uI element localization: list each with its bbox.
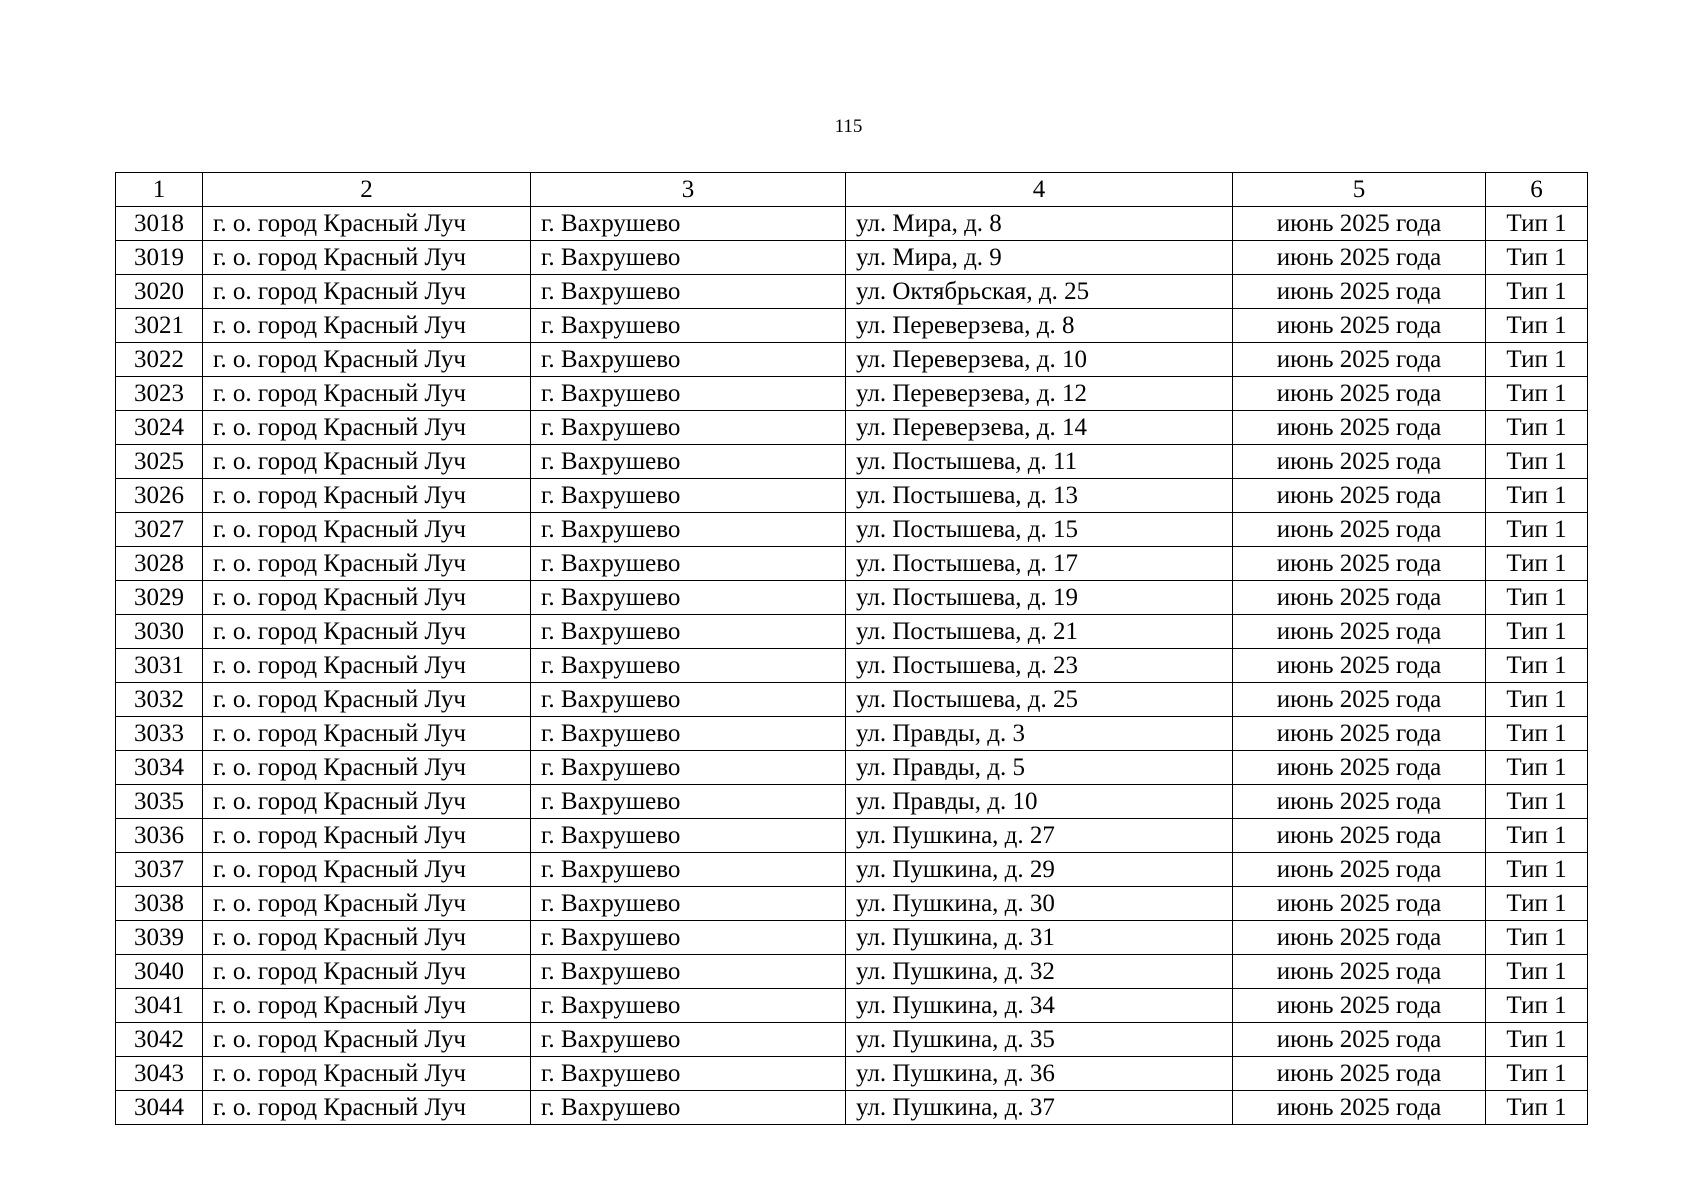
- settlement-cell: г. Вахрушево: [531, 683, 846, 717]
- type-cell: Тип 1: [1486, 989, 1588, 1023]
- column-header-2: 2: [203, 173, 531, 207]
- type-cell: Тип 1: [1486, 207, 1588, 241]
- address-cell: ул. Правды, д. 3: [846, 717, 1233, 751]
- settlement-cell: г. Вахрушево: [531, 275, 846, 309]
- type-cell: Тип 1: [1486, 921, 1588, 955]
- settlement-cell: г. Вахрушево: [531, 615, 846, 649]
- address-cell: ул. Постышева, д. 25: [846, 683, 1233, 717]
- address-cell: ул. Постышева, д. 11: [846, 445, 1233, 479]
- column-header-1: 1: [116, 173, 203, 207]
- date-cell: июнь 2025 года: [1233, 853, 1486, 887]
- date-cell: июнь 2025 года: [1233, 955, 1486, 989]
- settlement-cell: г. Вахрушево: [531, 513, 846, 547]
- table-row: [116, 751, 1588, 785]
- settlement-cell: г. Вахрушево: [531, 921, 846, 955]
- row-number-cell: 3026: [116, 479, 203, 513]
- row-number-cell: 3027: [116, 513, 203, 547]
- address-cell: ул. Постышева, д. 15: [846, 513, 1233, 547]
- district-cell: г. о. город Красный Луч: [203, 785, 531, 819]
- address-cell: ул. Мира, д. 9: [846, 241, 1233, 275]
- table-row: [116, 717, 1588, 751]
- row-number-cell: 3025: [116, 445, 203, 479]
- address-cell: ул. Правды, д. 5: [846, 751, 1233, 785]
- type-cell: Тип 1: [1486, 309, 1588, 343]
- address-cell: ул. Пушкина, д. 29: [846, 853, 1233, 887]
- row-number-cell: 3036: [116, 819, 203, 853]
- district-cell: г. о. город Красный Луч: [203, 377, 531, 411]
- row-number-cell: 3044: [116, 1091, 203, 1125]
- date-cell: июнь 2025 года: [1233, 207, 1486, 241]
- date-cell: июнь 2025 года: [1233, 513, 1486, 547]
- type-cell: Тип 1: [1486, 615, 1588, 649]
- date-cell: июнь 2025 года: [1233, 819, 1486, 853]
- table-body: [116, 207, 1588, 1125]
- date-cell: июнь 2025 года: [1233, 343, 1486, 377]
- row-number-cell: 3023: [116, 377, 203, 411]
- table-row: [116, 615, 1588, 649]
- type-cell: Тип 1: [1486, 819, 1588, 853]
- settlement-cell: г. Вахрушево: [531, 1057, 846, 1091]
- district-cell: г. о. город Красный Луч: [203, 275, 531, 309]
- table-row: [116, 819, 1588, 853]
- settlement-cell: г. Вахрушево: [531, 955, 846, 989]
- type-cell: Тип 1: [1486, 275, 1588, 309]
- address-cell: ул. Переверзева, д. 14: [846, 411, 1233, 445]
- settlement-cell: г. Вахрушево: [531, 377, 846, 411]
- row-number-cell: 3035: [116, 785, 203, 819]
- address-cell: ул. Постышева, д. 19: [846, 581, 1233, 615]
- address-cell: ул. Пушкина, д. 31: [846, 921, 1233, 955]
- table-row: [116, 921, 1588, 955]
- table-row: [116, 275, 1588, 309]
- settlement-cell: г. Вахрушево: [531, 853, 846, 887]
- address-cell: ул. Пушкина, д. 34: [846, 989, 1233, 1023]
- table-row: [116, 1057, 1588, 1091]
- row-number-cell: 3034: [116, 751, 203, 785]
- settlement-cell: г. Вахрушево: [531, 1091, 846, 1125]
- table-row: [116, 411, 1588, 445]
- district-cell: г. о. город Красный Луч: [203, 411, 531, 445]
- date-cell: июнь 2025 года: [1233, 1023, 1486, 1057]
- date-cell: июнь 2025 года: [1233, 275, 1486, 309]
- date-cell: июнь 2025 года: [1233, 411, 1486, 445]
- district-cell: г. о. город Красный Луч: [203, 1023, 531, 1057]
- address-cell: ул. Пушкина, д. 35: [846, 1023, 1233, 1057]
- date-cell: июнь 2025 года: [1233, 649, 1486, 683]
- settlement-cell: г. Вахрушево: [531, 309, 846, 343]
- district-cell: г. о. город Красный Луч: [203, 581, 531, 615]
- type-cell: Тип 1: [1486, 1023, 1588, 1057]
- date-cell: июнь 2025 года: [1233, 479, 1486, 513]
- settlement-cell: г. Вахрушево: [531, 241, 846, 275]
- address-cell: ул. Пушкина, д. 30: [846, 887, 1233, 921]
- type-cell: Тип 1: [1486, 241, 1588, 275]
- table-row: [116, 989, 1588, 1023]
- settlement-cell: г. Вахрушево: [531, 411, 846, 445]
- district-cell: г. о. город Красный Луч: [203, 343, 531, 377]
- settlement-cell: г. Вахрушево: [531, 989, 846, 1023]
- date-cell: июнь 2025 года: [1233, 1091, 1486, 1125]
- row-number-cell: 3029: [116, 581, 203, 615]
- date-cell: июнь 2025 года: [1233, 581, 1486, 615]
- district-cell: г. о. город Красный Луч: [203, 887, 531, 921]
- row-number-cell: 3037: [116, 853, 203, 887]
- address-cell: ул. Постышева, д. 23: [846, 649, 1233, 683]
- address-cell: ул. Переверзева, д. 8: [846, 309, 1233, 343]
- settlement-cell: г. Вахрушево: [531, 819, 846, 853]
- table-row: [116, 241, 1588, 275]
- district-cell: г. о. город Красный Луч: [203, 683, 531, 717]
- address-cell: ул. Постышева, д. 17: [846, 547, 1233, 581]
- district-cell: г. о. город Красный Луч: [203, 241, 531, 275]
- type-cell: Тип 1: [1486, 343, 1588, 377]
- date-cell: июнь 2025 года: [1233, 785, 1486, 819]
- table-row: [116, 445, 1588, 479]
- register-table: [115, 172, 1588, 1125]
- table-row: [116, 343, 1588, 377]
- settlement-cell: г. Вахрушево: [531, 751, 846, 785]
- district-cell: г. о. город Красный Луч: [203, 479, 531, 513]
- date-cell: июнь 2025 года: [1233, 615, 1486, 649]
- district-cell: г. о. город Красный Луч: [203, 921, 531, 955]
- date-cell: июнь 2025 года: [1233, 377, 1486, 411]
- date-cell: июнь 2025 года: [1233, 717, 1486, 751]
- table-row: [116, 649, 1588, 683]
- date-cell: июнь 2025 года: [1233, 445, 1486, 479]
- page-number: 115: [834, 116, 863, 137]
- settlement-cell: г. Вахрушево: [531, 479, 846, 513]
- district-cell: г. о. город Красный Луч: [203, 751, 531, 785]
- row-number-cell: 3032: [116, 683, 203, 717]
- date-cell: июнь 2025 года: [1233, 887, 1486, 921]
- type-cell: Тип 1: [1486, 513, 1588, 547]
- district-cell: г. о. город Красный Луч: [203, 547, 531, 581]
- address-cell: ул. Мира, д. 8: [846, 207, 1233, 241]
- settlement-cell: г. Вахрушево: [531, 1023, 846, 1057]
- type-cell: Тип 1: [1486, 955, 1588, 989]
- district-cell: г. о. город Красный Луч: [203, 853, 531, 887]
- table-row: [116, 547, 1588, 581]
- table-row: [116, 1091, 1588, 1125]
- row-number-cell: 3038: [116, 887, 203, 921]
- district-cell: г. о. город Красный Луч: [203, 445, 531, 479]
- address-cell: ул. Октябрьская, д. 25: [846, 275, 1233, 309]
- type-cell: Тип 1: [1486, 649, 1588, 683]
- type-cell: Тип 1: [1486, 887, 1588, 921]
- address-cell: ул. Пушкина, д. 27: [846, 819, 1233, 853]
- column-header-4: 4: [846, 173, 1233, 207]
- type-cell: Тип 1: [1486, 411, 1588, 445]
- type-cell: Тип 1: [1486, 785, 1588, 819]
- table-row: [116, 955, 1588, 989]
- settlement-cell: г. Вахрушево: [531, 547, 846, 581]
- type-cell: Тип 1: [1486, 751, 1588, 785]
- settlement-cell: г. Вахрушево: [531, 343, 846, 377]
- column-header-3: 3: [531, 173, 846, 207]
- table-row: [116, 377, 1588, 411]
- settlement-cell: г. Вахрушево: [531, 445, 846, 479]
- district-cell: г. о. город Красный Луч: [203, 819, 531, 853]
- table-row: [116, 513, 1588, 547]
- type-cell: Тип 1: [1486, 445, 1588, 479]
- row-number-cell: 3040: [116, 955, 203, 989]
- settlement-cell: г. Вахрушево: [531, 887, 846, 921]
- district-cell: г. о. город Красный Луч: [203, 309, 531, 343]
- table-row: [116, 479, 1588, 513]
- table-row: [116, 683, 1588, 717]
- district-cell: г. о. город Красный Луч: [203, 1057, 531, 1091]
- settlement-cell: г. Вахрушево: [531, 785, 846, 819]
- row-number-cell: 3042: [116, 1023, 203, 1057]
- row-number-cell: 3043: [116, 1057, 203, 1091]
- row-number-cell: 3024: [116, 411, 203, 445]
- settlement-cell: г. Вахрушево: [531, 581, 846, 615]
- district-cell: г. о. город Красный Луч: [203, 955, 531, 989]
- date-cell: июнь 2025 года: [1233, 683, 1486, 717]
- row-number-cell: 3019: [116, 241, 203, 275]
- date-cell: июнь 2025 года: [1233, 989, 1486, 1023]
- row-number-cell: 3028: [116, 547, 203, 581]
- date-cell: июнь 2025 года: [1233, 921, 1486, 955]
- row-number-cell: 3033: [116, 717, 203, 751]
- address-cell: ул. Пушкина, д. 32: [846, 955, 1233, 989]
- district-cell: г. о. город Красный Луч: [203, 1091, 531, 1125]
- row-number-cell: 3031: [116, 649, 203, 683]
- district-cell: г. о. город Красный Луч: [203, 513, 531, 547]
- address-cell: ул. Постышева, д. 21: [846, 615, 1233, 649]
- date-cell: июнь 2025 года: [1233, 751, 1486, 785]
- row-number-cell: 3022: [116, 343, 203, 377]
- settlement-cell: г. Вахрушево: [531, 649, 846, 683]
- table-row: [116, 887, 1588, 921]
- district-cell: г. о. город Красный Луч: [203, 717, 531, 751]
- date-cell: июнь 2025 года: [1233, 547, 1486, 581]
- type-cell: Тип 1: [1486, 1091, 1588, 1125]
- district-cell: г. о. город Красный Луч: [203, 615, 531, 649]
- type-cell: Тип 1: [1486, 1057, 1588, 1091]
- district-cell: г. о. город Красный Луч: [203, 207, 531, 241]
- table-row: [116, 309, 1588, 343]
- type-cell: Тип 1: [1486, 717, 1588, 751]
- table-header: [116, 173, 1588, 207]
- type-cell: Тип 1: [1486, 581, 1588, 615]
- date-cell: июнь 2025 года: [1233, 1057, 1486, 1091]
- type-cell: Тип 1: [1486, 853, 1588, 887]
- table-row: [116, 581, 1588, 615]
- address-cell: ул. Переверзева, д. 10: [846, 343, 1233, 377]
- table-row: [116, 207, 1588, 241]
- type-cell: Тип 1: [1486, 547, 1588, 581]
- address-cell: ул. Переверзева, д. 12: [846, 377, 1233, 411]
- row-number-cell: 3030: [116, 615, 203, 649]
- address-cell: ул. Пушкина, д. 37: [846, 1091, 1233, 1125]
- table-row: [116, 853, 1588, 887]
- table-row: [116, 1023, 1588, 1057]
- table-row: [116, 785, 1588, 819]
- type-cell: Тип 1: [1486, 683, 1588, 717]
- date-cell: июнь 2025 года: [1233, 309, 1486, 343]
- address-cell: ул. Правды, д. 10: [846, 785, 1233, 819]
- row-number-cell: 3018: [116, 207, 203, 241]
- row-number-cell: 3021: [116, 309, 203, 343]
- type-cell: Тип 1: [1486, 377, 1588, 411]
- district-cell: г. о. город Красный Луч: [203, 989, 531, 1023]
- settlement-cell: г. Вахрушево: [531, 717, 846, 751]
- district-cell: г. о. город Красный Луч: [203, 649, 531, 683]
- row-number-cell: 3020: [116, 275, 203, 309]
- row-number-cell: 3039: [116, 921, 203, 955]
- header-row: [116, 173, 1588, 207]
- settlement-cell: г. Вахрушево: [531, 207, 846, 241]
- column-header-6: 6: [1486, 173, 1588, 207]
- type-cell: Тип 1: [1486, 479, 1588, 513]
- date-cell: июнь 2025 года: [1233, 241, 1486, 275]
- address-cell: ул. Постышева, д. 13: [846, 479, 1233, 513]
- address-cell: ул. Пушкина, д. 36: [846, 1057, 1233, 1091]
- column-header-5: 5: [1233, 173, 1486, 207]
- row-number-cell: 3041: [116, 989, 203, 1023]
